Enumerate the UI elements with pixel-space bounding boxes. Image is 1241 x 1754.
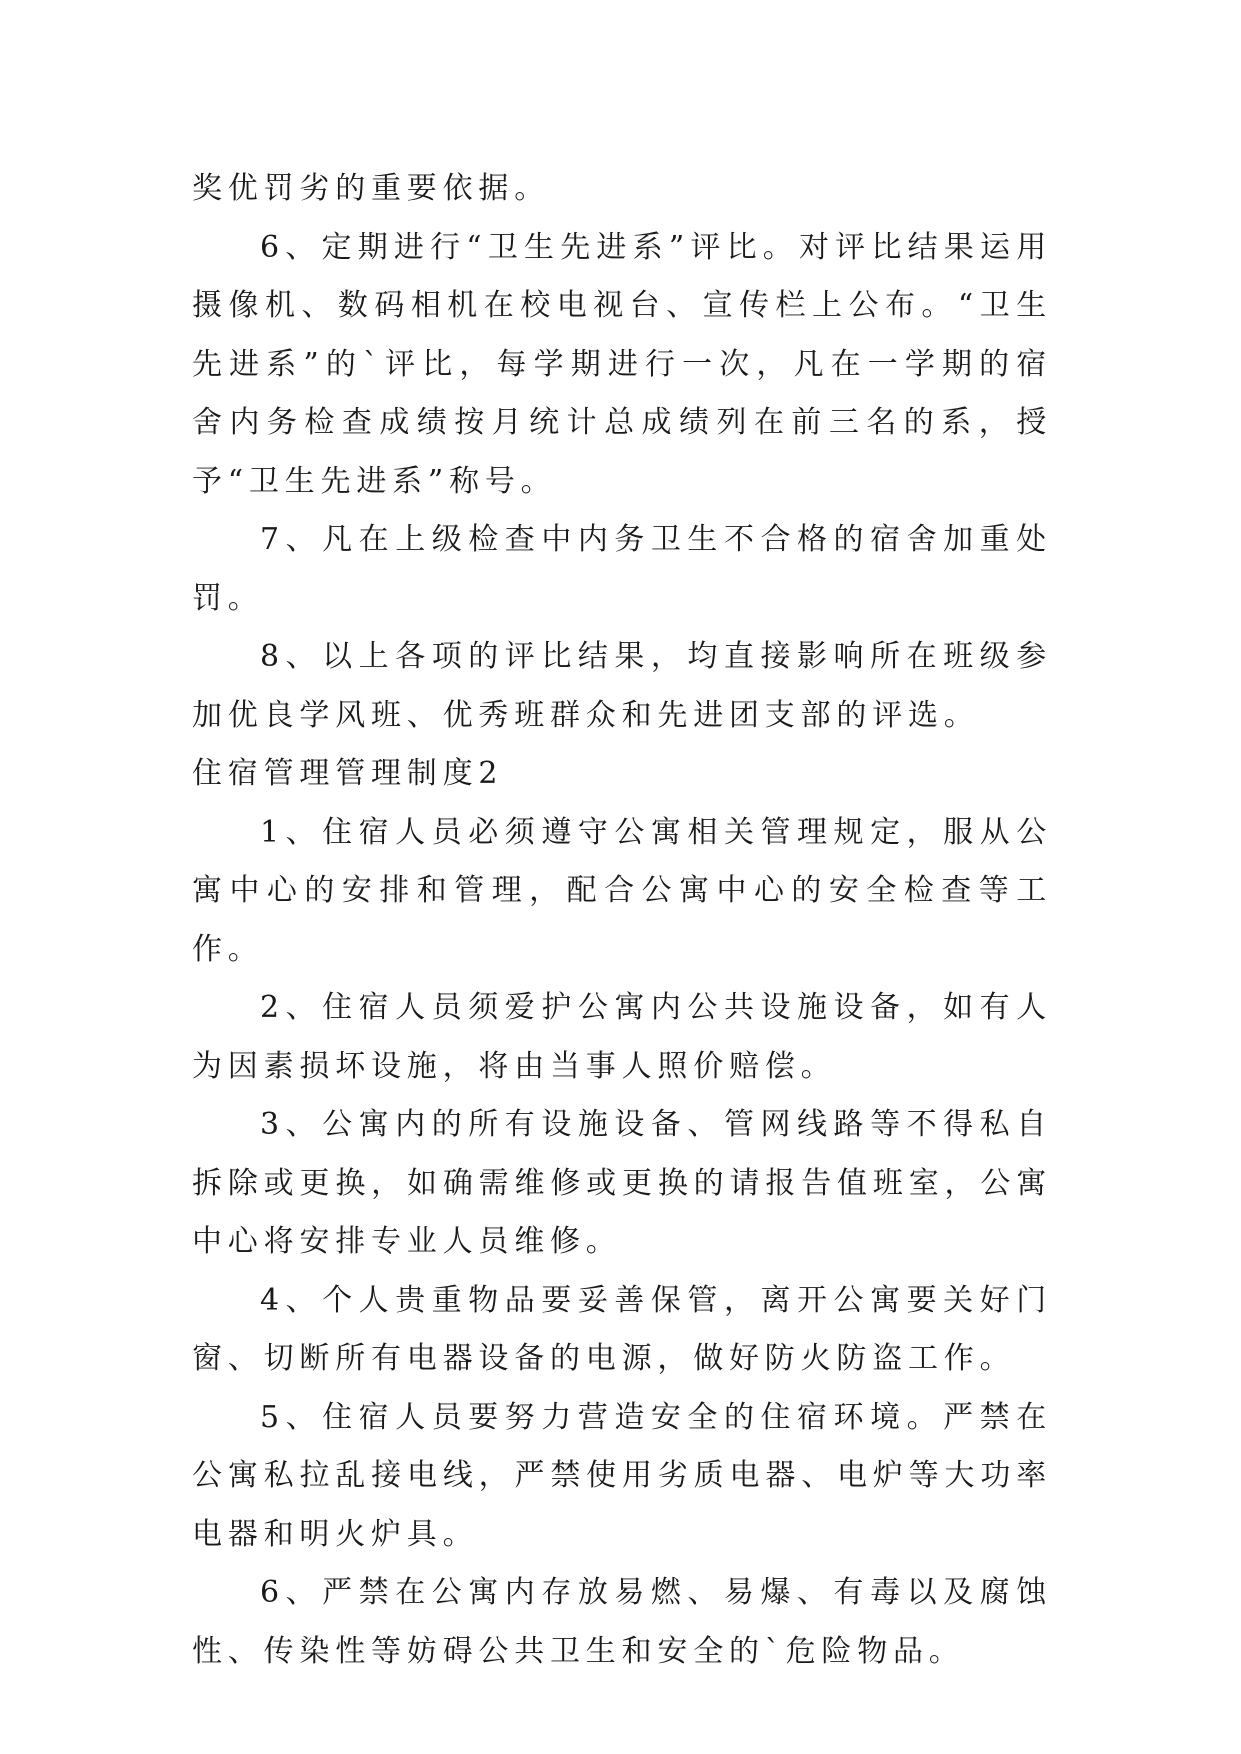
paragraph-rule-8-results: 8、以上各项的评比结果，均直接影响所在班级参加优良学风班、优秀班群众和先进团支部的评选。: [192, 639, 1052, 733]
paragraph-rule-4-valuables: 4、个人贵重物品要妥善保管，离开公寓要关好门窗、切断所有电器设备的电源，做好防火防盗工作。: [192, 1282, 1052, 1376]
paragraph-rule-6-hazards: 6、严禁在公寓内存放易燃、易爆、有毒以及腐蚀性、传染性等妨碍公共卫生和安全的`危险物品。: [192, 1575, 1052, 1669]
paragraph-rule-3-maintenance: 3、公寓内的所有设施设备、管网线路等不得私自拆除或更换，如确需维修或更换的请报告值班室，公寓中心将安排专业人员维修。: [192, 1107, 1052, 1259]
paragraph-rule-2-facilities: 2、住宿人员须爱护公寓内公共设施设备，如有人为因素损坏设施，将由当事人照价赔偿。: [192, 990, 1052, 1084]
paragraph-rule-1-compliance: 1、住宿人员必须遵守公寓相关管理规定，服从公寓中心的安排和管理，配合公寓中心的安全检查等工作。: [192, 814, 1052, 967]
section-heading: 住宿管理管理制度2: [192, 756, 504, 791]
paragraph-continuation: 奖优罚劣的重要依据。: [192, 171, 550, 206]
document-body: [192, 160, 1052, 1681]
paragraph-rule-5-safety: 5、住宿人员要努力营造安全的住宿环境。严禁在公寓私拉乱接电线，严禁使用劣质电器、电炉等大功率电器和明火炉具。: [192, 1399, 1052, 1552]
paragraph-rule-7-penalty: 7、凡在上级检查中内务卫生不合格的宿舍加重处罚。: [192, 522, 1052, 616]
paragraph-rule-6-evaluation: 6、定期进行“卫生先进系”评比。对评比结果运用摄像机、数码相机在校电视台、宣传栏上公布。“卫生先进系”的`评比，每学期进行一次，凡在一学期的宿舍内务检查成绩按月统计总成绩列在前三名的系，授予“卫生先进系”称号。: [192, 229, 1052, 499]
